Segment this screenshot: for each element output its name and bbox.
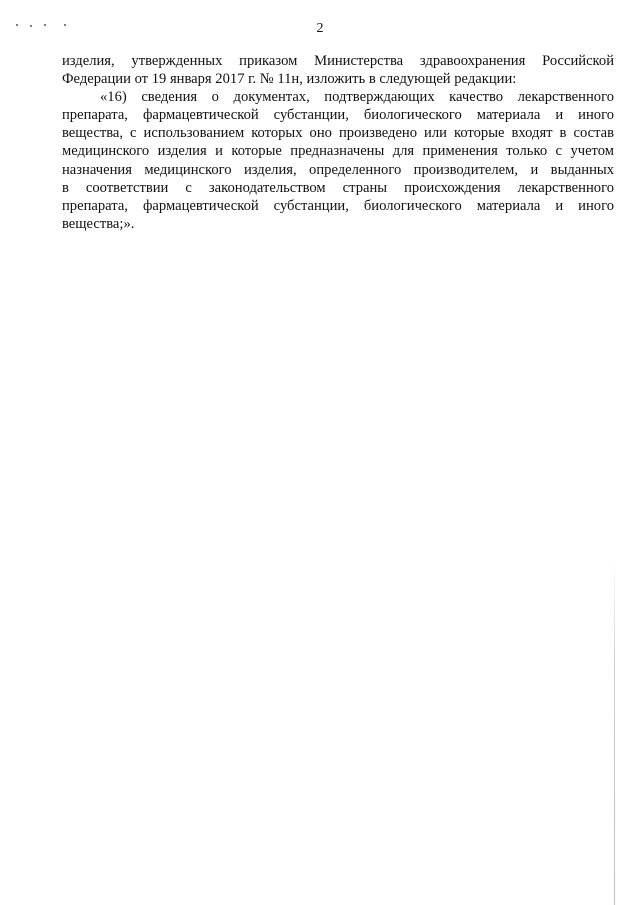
- text-line: назначения медицинского изделия, определенного производителем, и выданных: [62, 161, 614, 178]
- scan-edge-line: [614, 560, 615, 905]
- text-line: медицинского изделия и которые предназначены для применения только с учетом: [62, 143, 614, 160]
- text-line: в соответствии с законодательством страны происхождения лекарственного: [62, 179, 614, 196]
- text-line: препарата, фармацевтической субстанции, биологического материала и иного: [62, 197, 614, 214]
- document-body: [62, 52, 614, 233]
- text-line: препарата, фармацевтической субстанции, биологического материала и иного: [62, 107, 614, 124]
- text-line: изделия, утвержденных приказом Министерства здравоохранения Российской: [62, 53, 614, 69]
- page-number: 2: [316, 21, 324, 36]
- text-line: Федерации от 19 января 2017 г. № 11н, изложить в следующей редакции:: [62, 71, 517, 88]
- text-line: «16) сведения о документах, подтверждающих качество лекарственного: [100, 89, 614, 106]
- text-line: вещества, с использованием которых оно произведено или которые входят в состав: [62, 125, 614, 142]
- text-line: вещества;».: [62, 215, 135, 232]
